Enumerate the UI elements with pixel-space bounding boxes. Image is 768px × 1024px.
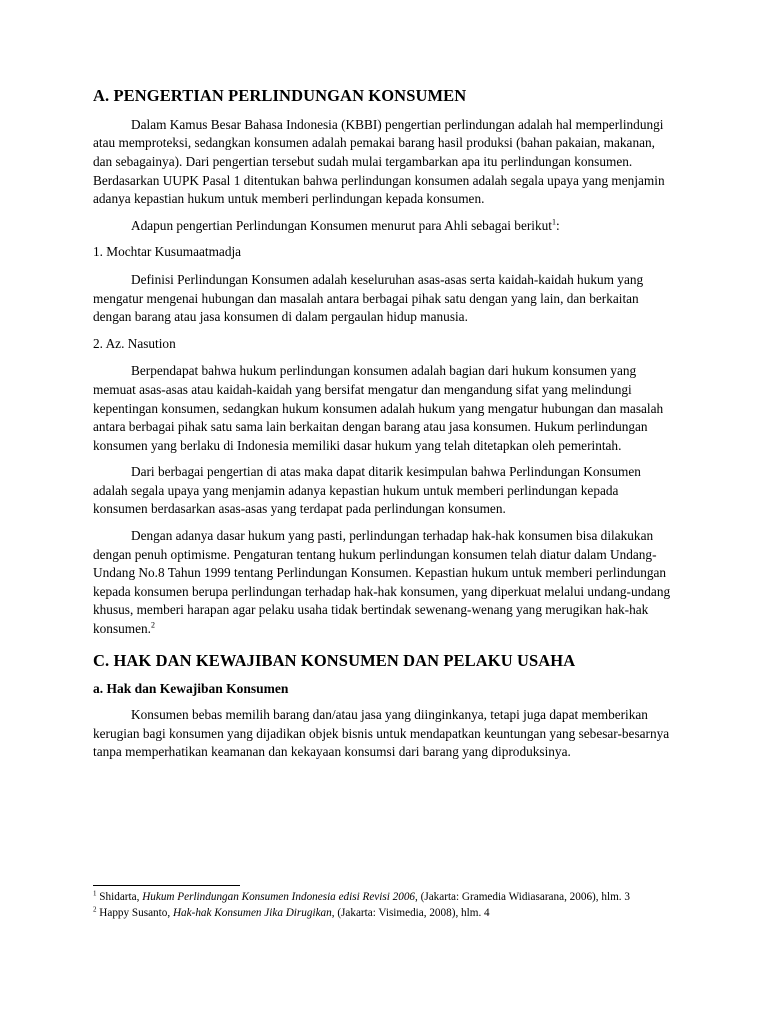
footnote-1 [93,889,675,905]
section-c-paragraph-1: Konsumen bebas memilih barang dan/atau jasa yang diinginkanya, tetapi juga dapat memberikan kerugian bagi konsumen yang dijadikan objek bisnis untuk mendapatkan keuntungan yang sebesar-besarnya tanpa memperhatikan keamanan dan kekayaan konsumsi dari barang yang diproduksinya. [93,706,670,760]
document-page [93,86,675,770]
footnote-1-title: Hukum Perlindungan Konsumen Indonesia edisi Revisi 2006 [142,891,416,903]
footnote-1-author: Shidarta, [96,891,143,903]
footnote-ref-2[interactable]: 2 [151,620,155,630]
footnote-2-title: Hak-hak Konsumen Jika Dirugikan [172,907,332,919]
footnote-2-number: 2 [93,905,97,914]
section-a-paragraph-1: Dalam Kamus Besar Bahasa Indonesia (KBBI) pengertian perlindungan adalah hal memperlindungi atau memproteksi, sedangkan konsumen adalah pemakai barang hasil produksi (bahan pakaian, makanan, dan sebagainya). Dari pengertian tersebut sudah mulai tergambarkan apa itu perlindungan konsumen. Berdasarkan UUPK Pasal 1 ditentukan bahwa perlindungan konsumen adalah segala upaya yang menjamin adanya kepastian hukum untuk memberi perlindungan kepada konsumen. [93,116,665,207]
section-a-paragraph-4 [93,527,675,639]
section-c-heading: C. HAK DAN KEWAJIBAN KONSUMEN DAN PELAKU USAHA [93,650,576,670]
list-item-2-text: Berpendapat bahwa hukum perlindungan konsumen adalah bagian dari hukum konsumen yang memuat asas-asas atau kaidah-kaidah yang bersifat mengatur dan mengandung sifat yang melindungi kepentingan konsumen, sedangkan hukum konsumen adalah hukum yang mengatur hubungan dan masalah antara berbagai pihak satu sama lain berkaitan dengan barang atau jasa konsumen. Hukum perlindungan konsumen yang berlaku di Indonesia memiliki dasar hukum yang telah ditetapkan oleh pemerintah. [93,363,664,453]
footnote-1-publication: , (Jakarta: Gramedia Widiasarana, 2006), hlm. 3 [415,891,630,903]
section-a-heading: A. PENGERTIAN PERLINDUNGAN KONSUMEN [93,86,467,105]
footnote-2-author: Happy Susanto, [96,907,173,919]
paragraph-2-text: Adapun pengertian Perlindungan Konsumen menurut para Ahli sebagai berikut [131,217,552,233]
list-item-2-label: 2. Az. Nasution [93,335,176,351]
section-a-paragraph-3: Dari berbagai pengertian di atas maka dapat ditarik kesimpulan bahwa Perlindungan Konsumen adalah segala upaya yang menjamin adanya kepastian hukum untuk memberi perlindungan kepada konsumen berdasarkan asas-asas yang terdapat pada perlindungan konsumen. [93,464,641,517]
footnote-2 [93,905,675,921]
footnote-separator [93,885,240,886]
list-item-1-text: Definisi Perlindungan Konsumen adalah keseluruhan asas-asas serta kaidah-kaidah hukum yang mengatur mengenai hubungan dan masalah antara berbagai pihak satu dengan yang lain, dan berkaitan dengan barang atau jasa konsumen di dalam pergaulan hidup manusia. [93,271,644,325]
paragraph-4-text: Dengan adanya dasar hukum yang pasti, perlindungan terhadap hak-hak konsumen bisa dilakukan dengan penuh optimisme. Pengaturan tentang hukum perlindungan konsumen telah diatur dalam Undang-Undang No.8 Tahun 1999 tentang Perlindungan Konsumen. Kepastian hukum untuk memberi perlindungan kepada konsumen berupa perlindungan terhadap hak-hak konsumen, yang diperkuat melalui undang-undang khusus, memberi harapan agar pelaku usaha tidak bertindak sewenang-wenang yang merugikan hak-hak konsumen. [93,528,671,637]
list-item-1-label: 1. Mochtar Kusumaatmadja [93,244,242,260]
footnote-ref-1[interactable]: 1 [551,217,556,227]
section-c-subheading: a. Hak dan Kewajiban Konsumen [93,681,289,697]
footnotes [93,885,675,921]
paragraph-2-colon: : [555,217,560,233]
section-a-paragraph-2 [93,217,675,236]
footnote-2-publication: , (Jakarta: Visimedia, 2008), hlm. 4 [331,907,490,919]
footnote-1-number: 1 [93,889,97,898]
